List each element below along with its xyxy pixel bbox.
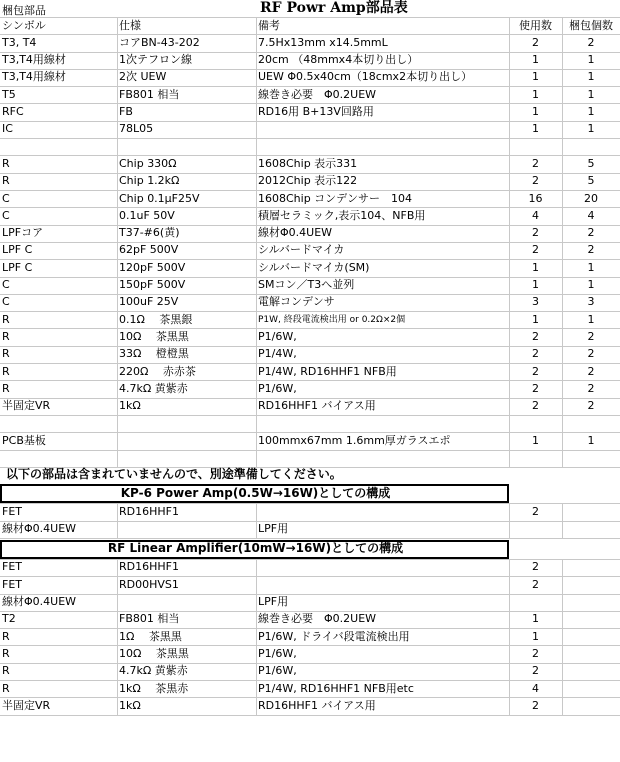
row-packed: 1 [587, 87, 595, 101]
grid-line [0, 34, 620, 35]
section2-row-note: RD16HHF1 バイアス用 [258, 698, 376, 712]
row-note: RD16用 B+13V回路用 [258, 105, 374, 118]
row-packed: 1 [587, 122, 595, 136]
row-used: 1 [532, 70, 539, 84]
section1-row-spec: RD16HHF1 [119, 504, 179, 518]
row-spec: 220Ω 赤赤茶 [119, 364, 196, 378]
row-symbol: LPF C [2, 243, 33, 257]
section2-row-used: 1 [532, 629, 539, 643]
row-used: 2 [532, 364, 539, 378]
row-spec: 10Ω 茶黒黒 [119, 329, 189, 343]
row-symbol: IC [2, 122, 13, 136]
section2-row-note: 線巻き必要 Φ0.2UEW [258, 612, 377, 626]
row-symbol: R [2, 329, 10, 343]
section2-row-symbol: R [2, 681, 10, 695]
row-packed: 2 [587, 226, 595, 240]
row-symbol: C [2, 208, 10, 222]
grid-line [0, 503, 620, 504]
page-title: RF Powr Amp部品表 [260, 0, 408, 16]
section2-row-spec: 4.7kΩ 黄紫赤 [119, 664, 188, 678]
row-used: 2 [532, 35, 539, 49]
row-used: 1 [532, 260, 539, 274]
grid-line [256, 503, 257, 538]
grid-line [562, 17, 563, 467]
section2-title: RF Linear Amplifier(10mW→16W)としての構成 [107, 541, 404, 556]
row-packed: 2 [587, 329, 595, 343]
row-note: 7.5Hx13mm x14.5mmL [258, 35, 388, 49]
row-note: 1608Chip コンデンサー 104 [258, 191, 412, 205]
row-note: P1/6W, [258, 329, 297, 343]
row-note: RD16HHF1 バイアス用 [258, 399, 376, 413]
row-used: 2 [532, 174, 539, 188]
row-spec: 1kΩ [119, 399, 141, 413]
row-note: P1/4W, RD16HHF1 NFB用 [258, 364, 397, 378]
grid-line [0, 225, 620, 226]
row-symbol: 半固定VR [2, 399, 51, 413]
grid-line [0, 121, 620, 122]
section2-row-symbol: 線材Φ0.4UEW [2, 595, 77, 609]
row-note: 100mmx67mm 1.6mm厚ガラスエポ [258, 433, 451, 447]
row-note: 1608Chip 表示331 [258, 156, 358, 170]
grid-line [562, 559, 563, 715]
row-note: シルバードマイカ [258, 243, 345, 257]
row-used: 1 [532, 312, 539, 326]
grid-line [509, 503, 510, 538]
section1-row-symbol: 線材Φ0.4UEW [2, 522, 77, 536]
row-note: 積層セラミック,表示104、NFB用 [258, 208, 426, 222]
row-packed: 2 [587, 35, 595, 49]
row-spec: T37-#6(黄) [119, 226, 180, 240]
section1-row-note: LPF用 [258, 522, 289, 536]
section2-row-used: 2 [532, 664, 539, 678]
row-packed: 20 [584, 191, 598, 205]
section2-row-symbol: FET [2, 577, 22, 591]
row-used: 2 [532, 156, 539, 170]
header-note: 備考 [258, 18, 280, 32]
grid-line [0, 538, 620, 539]
grid-line [0, 380, 620, 381]
section2-row-spec: 10Ω 茶黒黒 [119, 646, 189, 660]
row-symbol: T3,T4用線材 [2, 70, 66, 84]
grid-line [509, 17, 510, 467]
grid-line [0, 207, 620, 208]
row-spec: FB801 相当 [119, 87, 180, 101]
grid-line [0, 190, 620, 191]
row-symbol: RFC [2, 105, 24, 118]
row-packed: 2 [587, 347, 595, 361]
row-symbol: LPF C [2, 260, 33, 274]
row-note: P1/4W, [258, 347, 297, 361]
row-packed: 4 [587, 208, 595, 222]
section2-row-spec: 1kΩ [119, 698, 141, 712]
grid-line [0, 398, 620, 399]
section2-row-used: 4 [532, 681, 539, 695]
grid-line [0, 173, 620, 174]
row-note: 2012Chip 表示122 [258, 174, 358, 188]
grid-line [0, 559, 620, 560]
section2-row-symbol: 半固定VR [2, 698, 51, 712]
row-spec: 0.1uF 50V [119, 208, 175, 222]
grid-line [0, 346, 620, 347]
row-spec: FB [119, 105, 133, 118]
notice-text: 以下の部品は含まれていませんので、別途準備してください。 [6, 466, 342, 481]
row-packed: 2 [587, 381, 595, 395]
section2-row-spec: 1kΩ 茶黒赤 [119, 681, 189, 695]
section2-row-symbol: R [2, 646, 10, 660]
grid-line [0, 680, 620, 681]
row-note: 線材Φ0.4UEW [258, 226, 333, 240]
grid-line [0, 594, 620, 595]
row-packed: 5 [587, 174, 595, 188]
row-note: 20cm （48mmx4本切り出し） [258, 53, 419, 67]
section2-row-used: 2 [532, 560, 539, 574]
grid-line [509, 559, 510, 715]
row-symbol: R [2, 347, 10, 361]
row-spec: 78L05 [119, 122, 154, 136]
row-symbol: T5 [2, 87, 16, 101]
row-spec: 100uF 25V [119, 295, 179, 309]
grid-line [0, 328, 620, 329]
row-spec: 120pF 500V [119, 260, 186, 274]
section2-row-spec: 1Ω 茶黒黒 [119, 629, 182, 643]
grid-line [117, 503, 118, 538]
row-spec: コアBN-43-202 [119, 35, 200, 49]
row-used: 1 [532, 433, 539, 447]
grid-line [0, 663, 620, 664]
section2-row-note: P1/6W, [258, 646, 297, 660]
grid-line [0, 715, 620, 716]
section2-row-spec: RD16HHF1 [119, 560, 179, 574]
grid-line [0, 242, 620, 243]
row-packed: 2 [587, 364, 595, 378]
section1-title: KP-6 Power Amp(0.5W→16W)としての構成 [120, 485, 391, 500]
row-note: P1W, 終段電流検出用 or 0.2Ω×2個 [258, 314, 406, 325]
row-note: 電解コンデンサ [258, 295, 335, 309]
row-used: 16 [528, 191, 543, 205]
grid-line [0, 611, 620, 612]
grid-line [562, 503, 563, 538]
header-spec: 仕様 [119, 18, 141, 32]
grid-line [0, 259, 620, 260]
grid-line [0, 576, 620, 577]
row-used: 1 [532, 105, 539, 118]
row-spec: 150pF 500V [119, 278, 186, 291]
section2-row-symbol: FET [2, 560, 22, 574]
grid-line [0, 432, 620, 433]
row-spec: 33Ω 橙橙黒 [119, 347, 189, 361]
grid-line [0, 645, 620, 646]
row-used: 2 [532, 329, 539, 343]
section1-row-used: 2 [532, 504, 539, 518]
row-symbol: R [2, 381, 10, 395]
grid-line [0, 521, 620, 522]
section2-row-note: P1/6W, ドライバ段電流検出用 [258, 629, 410, 643]
grid-line [0, 294, 620, 295]
grid-line [256, 559, 257, 715]
grid-line [0, 277, 620, 278]
row-packed: 1 [587, 433, 595, 447]
row-used: 1 [532, 87, 539, 101]
grid-line [0, 138, 620, 139]
row-packed: 1 [587, 53, 595, 67]
row-packed: 1 [587, 278, 595, 291]
section2-row-symbol: R [2, 664, 10, 678]
section2-row-note: P1/6W, [258, 664, 297, 678]
row-symbol: C [2, 295, 10, 309]
row-used: 1 [532, 122, 539, 136]
row-symbol: R [2, 174, 10, 188]
row-spec: 2次 UEW [119, 70, 167, 84]
row-used: 3 [532, 295, 539, 309]
grid-line [256, 17, 257, 467]
row-spec: Chip 0.1μF25V [119, 191, 200, 205]
section2-row-symbol: R [2, 629, 10, 643]
row-used: 2 [532, 226, 539, 240]
row-symbol: PCB基板 [2, 433, 46, 447]
row-packed: 1 [587, 260, 595, 274]
section2-row-note: LPF用 [258, 595, 289, 609]
row-spec: Chip 330Ω [119, 156, 177, 170]
row-used: 2 [532, 243, 539, 257]
row-packed: 2 [587, 243, 595, 257]
row-packed: 1 [587, 70, 595, 84]
grid-line [0, 69, 620, 70]
section1-row-symbol: FET [2, 504, 22, 518]
row-packed: 5 [587, 156, 595, 170]
row-used: 1 [532, 278, 539, 291]
row-symbol: R [2, 156, 10, 170]
grid-line [0, 415, 620, 416]
row-packed: 2 [587, 399, 595, 413]
section2-row-used: 2 [532, 577, 539, 591]
row-note: P1/6W, [258, 381, 297, 395]
row-note: 線巻き必要 Φ0.2UEW [258, 87, 377, 101]
row-used: 1 [532, 53, 539, 67]
row-packed: 3 [587, 295, 595, 309]
row-symbol: C [2, 278, 10, 291]
row-symbol: R [2, 364, 10, 378]
row-note: シルバードマイカ(SM) [258, 260, 370, 274]
grid-line [0, 103, 620, 104]
row-packed: 1 [587, 312, 595, 326]
row-spec: 1次テフロン線 [119, 53, 192, 67]
row-used: 2 [532, 399, 539, 413]
section2-row-used: 2 [532, 646, 539, 660]
row-symbol: T3,T4用線材 [2, 53, 66, 67]
row-packed: 1 [587, 105, 595, 118]
row-note: UEW Φ0.5x40cm（18cmx2本切り出し） [258, 70, 473, 84]
row-symbol: T3, T4 [2, 35, 37, 49]
header-used: 使用数 [519, 18, 552, 32]
section2-row-spec: RD00HVS1 [119, 577, 179, 591]
header-packed: 梱包個数 [569, 18, 613, 32]
row-spec: Chip 1.2kΩ [119, 174, 180, 188]
row-symbol: C [2, 191, 10, 205]
grid-line [0, 450, 620, 451]
row-note: SMコン／T3へ並列 [258, 278, 355, 291]
grid-line [0, 697, 620, 698]
grid-line [0, 52, 620, 53]
section2-row-used: 2 [532, 698, 539, 712]
row-used: 2 [532, 381, 539, 395]
row-symbol: R [2, 312, 10, 326]
row-spec: 0.1Ω 茶黒銀 [119, 312, 193, 326]
section2-row-symbol: T2 [2, 612, 16, 626]
grid-line [0, 363, 620, 364]
grid-line [0, 311, 620, 312]
header-symbol: シンボル [2, 18, 46, 32]
row-used: 4 [532, 208, 539, 222]
grid-line [0, 155, 620, 156]
grid-line [117, 559, 118, 715]
section2-row-note: P1/4W, RD16HHF1 NFB用etc [258, 681, 414, 695]
row-symbol: LPFコア [2, 226, 44, 240]
section2-row-used: 1 [532, 612, 539, 626]
section2-row-spec: FB801 相当 [119, 612, 180, 626]
grid-line [0, 628, 620, 629]
grid-line [0, 86, 620, 87]
grid-line [117, 17, 118, 467]
row-spec: 62pF 500V [119, 243, 179, 257]
grid-line [0, 17, 620, 18]
corner-label: 梱包部品 [2, 3, 46, 17]
row-spec: 4.7kΩ 黄紫赤 [119, 381, 188, 395]
row-used: 2 [532, 347, 539, 361]
